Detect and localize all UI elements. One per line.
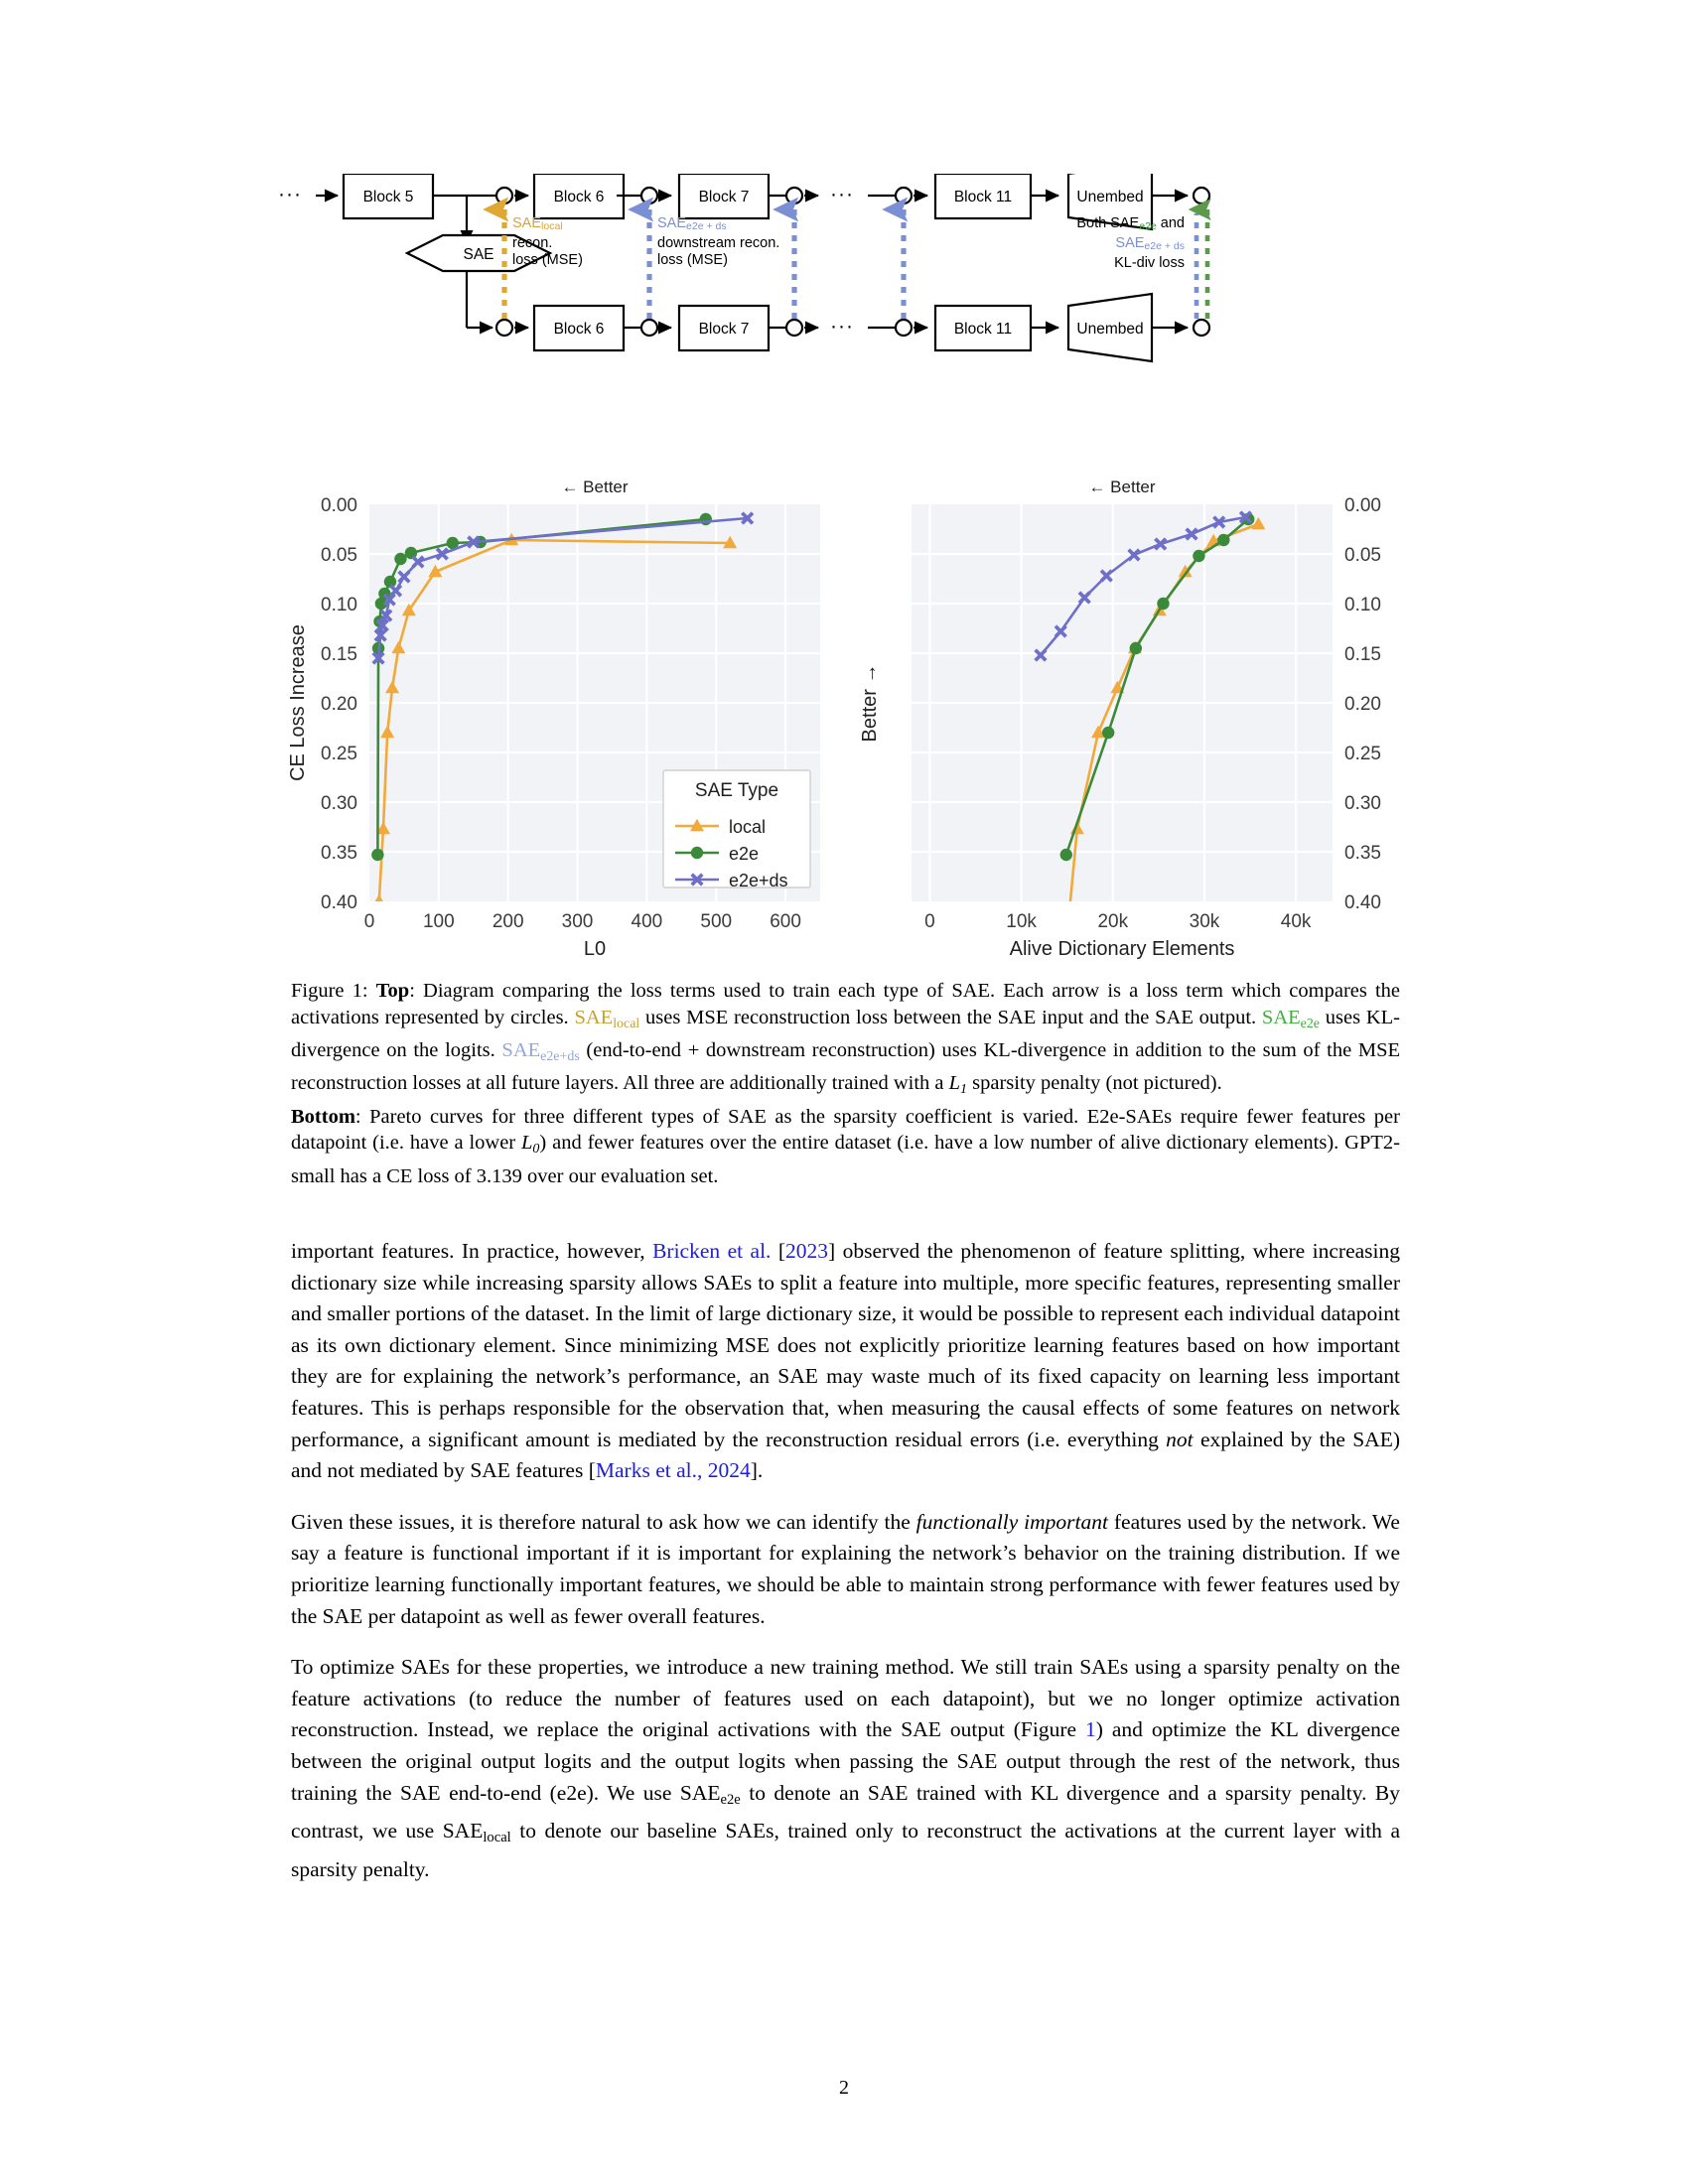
chart-left-l0 <box>278 467 834 963</box>
unembed-bottom: Unembed <box>1076 321 1144 338</box>
caption-bottom-text-2: ) and fewer features over the entire dataset (i.e. have a low number of alive dictionary elements). GPT2-small has a CE loss of 3.139 over our evaluation set. <box>291 1132 1400 1187</box>
svg-text:300: 300 <box>561 911 594 932</box>
ellipsis-left: ··· <box>278 183 302 205</box>
svg-text:0.05: 0.05 <box>1344 545 1381 566</box>
caption-sae-e2eds: $SAE_{e2e+ds}$ <box>501 1038 580 1064</box>
pareto-charts <box>278 467 1410 963</box>
svg-text:0.05: 0.05 <box>321 545 357 566</box>
label-sae-local: SAElocal recon. loss (MSE) <box>512 215 583 268</box>
caption-top-label: Top <box>375 980 410 1002</box>
block-7-bottom: Block 7 <box>698 321 750 338</box>
sae-loss-diagram <box>278 174 1410 387</box>
sae-local-subscript: local <box>483 1830 511 1846</box>
svg-text:← Better: ← Better <box>1088 478 1156 496</box>
caption-l0: $L_0$ <box>521 1132 540 1158</box>
svg-text:10k: 10k <box>1006 911 1037 932</box>
svg-text:0.40: 0.40 <box>321 892 357 913</box>
caption-figure-label: Figure 1: <box>291 980 368 1002</box>
svg-text:0: 0 <box>363 911 375 932</box>
svg-text:local: local <box>729 817 767 837</box>
caption-l1: $L_1$ <box>948 1072 967 1098</box>
emphasis-not: not <box>1166 1427 1194 1451</box>
sae-e2e-subscript: e2e <box>720 1791 741 1808</box>
paragraph-3: To optimize SAEs for these properties, we introduce a new training method. We still train SAEs using a sparsity penalty on the feature activations (to reduce the number of features used on each datapoint), but we no longer optimize activation reconstruction. Instead, we replace the original activations with the SAE output (Figure 1) and optimize the KL divergence between the original output logits and the output logits when passing the SAE output through the rest of the network, thus training the SAE end-to-end (e2e). We use $SAE_{e2e}$ to denote an SAE trained with KL divergence and a sparsity penalty. By contrast, we use $SAE_{local}$ to denote our baseline SAEs, trained only to reconstruct the activations at the current layer with a sparsity penalty. <box>291 1655 1400 1881</box>
svg-text:40k: 40k <box>1280 911 1312 932</box>
paragraph-1: important features. In practice, however, Bricken et al. [2023] observed the phenomenon of feature splitting, where increasing dictionary size while increasing sparsity allows SAEs to split a feature into multiple, more specific features, representing smaller and smaller portions of the dataset. In the limit of large dictionary size, it would be possible to represent each individual datapoint as its own dictionary element. Since minimizing MSE does not explicitly prioritize learning features based on how important they are for explaining the network’s performance, an SAE may waste much of its fixed capacity on learning less important features. This is perhaps responsible for the observation that, when measuring the causal effects of some features on network performance, a significant amount is mediated by the reconstruction residual errors (i.e. everything not explained by the SAE) and not mediated by SAE features [Marks et al., 2024]. <box>291 1239 1400 1483</box>
diagram-bottom-row <box>496 294 1209 361</box>
ellipsis-mid-top: ··· <box>830 183 854 205</box>
svg-text:0.35: 0.35 <box>321 843 357 864</box>
citation-bricken-year[interactable]: 2023 <box>785 1239 829 1263</box>
diagram-svg <box>278 174 1410 387</box>
emphasis-functionally-important: functionally important <box>915 1509 1108 1534</box>
svg-text:CE Loss Increase: CE Loss Increase <box>287 624 309 781</box>
svg-text:0.00: 0.00 <box>321 495 357 516</box>
sae-node-label: SAE <box>463 246 494 263</box>
svg-text:0.15: 0.15 <box>1344 644 1381 665</box>
block-6-top: Block 6 <box>553 189 605 205</box>
caption-bottom-label: Bottom <box>291 1105 355 1128</box>
chart-right-alive-dict <box>854 467 1410 963</box>
label-kl-div: Both SAEe2e and SAEe2e + ds KL-div loss <box>1076 215 1185 271</box>
svg-text:600: 600 <box>770 911 801 932</box>
figure-caption <box>291 978 1400 1189</box>
svg-text:Better →: Better → <box>859 663 881 743</box>
svg-text:100: 100 <box>422 911 455 932</box>
caption-top-text-5: sparsity penalty (not pictured). <box>967 1072 1222 1095</box>
svg-text:0.30: 0.30 <box>321 793 357 814</box>
caption-top-text-2: uses MSE reconstruction loss between the SAE input and the SAE output. <box>639 1006 1262 1028</box>
caption-sae-local: $SAE_{local}$ <box>574 1006 640 1031</box>
svg-text:0: 0 <box>924 911 935 932</box>
svg-text:0.25: 0.25 <box>1344 744 1381 764</box>
paragraph-2: Given these issues, it is therefore natural to ask how we can identify the functionally important features used by the network. We say a feature is functional important if it is important for explaining the network’s behavior on the training distribution. If we prioritize learning functionally important features, we should be able to maintain strong performance with fewer features used by the SAE per datapoint as well as fewer overall features. <box>291 1509 1400 1628</box>
svg-text:e2e: e2e <box>729 844 760 864</box>
svg-text:0.35: 0.35 <box>1344 843 1381 864</box>
svg-text:0.25: 0.25 <box>321 744 357 764</box>
block-11-top: Block 11 <box>953 189 1013 205</box>
body-text <box>291 1236 1400 1905</box>
ellipsis-mid-bottom: ··· <box>830 315 854 338</box>
unembed-top: Unembed <box>1076 189 1144 205</box>
svg-text:0.20: 0.20 <box>1344 694 1381 715</box>
block-7-top: Block 7 <box>698 189 750 205</box>
citation-marks[interactable]: Marks et al., 2024 <box>595 1458 751 1483</box>
svg-text:500: 500 <box>700 911 733 932</box>
svg-text:SAE Type: SAE Type <box>694 780 779 801</box>
svg-text:30k: 30k <box>1189 911 1220 932</box>
svg-text:0.40: 0.40 <box>1344 892 1381 913</box>
svg-text:20k: 20k <box>1097 911 1129 932</box>
caption-bottom-text-1: : Pareto curves for three different types of SAE as the sparsity coefficient is varied. E2e-SAEs require fewer features per datapoint (i.e. have a lower <box>291 1105 1400 1155</box>
label-sae-e2eds: SAEe2e + ds downstream recon. loss (MSE) <box>657 215 780 268</box>
citation-bricken[interactable]: Bricken et al. <box>652 1239 772 1263</box>
block-11-bottom: Block 11 <box>953 321 1013 338</box>
svg-text:0.20: 0.20 <box>321 694 357 715</box>
figure-1-link[interactable]: 1 <box>1085 1717 1096 1742</box>
caption-top-text-1: : Diagram comparing the loss terms used to train each type of SAE. Each arrow is a loss term which compares the activations represented by circles. <box>291 980 1401 1028</box>
svg-text:e2e+ds: e2e+ds <box>729 871 788 890</box>
caption-top-text-4: (end-to-end + downstream reconstruction) uses KL-divergence in addition to the sum of the MSE reconstruction losses at all future layers. All three are additionally trained with a <box>291 1038 1401 1095</box>
caption-sae-e2e: $SAE_{e2e}$ <box>1261 1006 1320 1031</box>
svg-text:Alive Dictionary Elements: Alive Dictionary Elements <box>1009 938 1235 960</box>
page-number: 2 <box>839 2077 849 2099</box>
svg-text:0.30: 0.30 <box>1344 793 1381 814</box>
loss-arrow-kl <box>1196 209 1207 319</box>
block-6-bottom: Block 6 <box>553 321 605 338</box>
svg-text:← Better: ← Better <box>561 478 629 496</box>
svg-text:400: 400 <box>631 911 663 932</box>
svg-text:0.10: 0.10 <box>321 595 357 615</box>
block-5-top: Block 5 <box>362 189 414 205</box>
svg-text:0.10: 0.10 <box>1344 595 1381 615</box>
svg-text:0.15: 0.15 <box>321 644 357 665</box>
svg-text:L0: L0 <box>583 938 607 960</box>
svg-text:0.00: 0.00 <box>1344 495 1381 516</box>
caption-top-text-3: uses KL-divergence on the logits. <box>291 1006 1400 1061</box>
svg-text:200: 200 <box>492 911 524 932</box>
